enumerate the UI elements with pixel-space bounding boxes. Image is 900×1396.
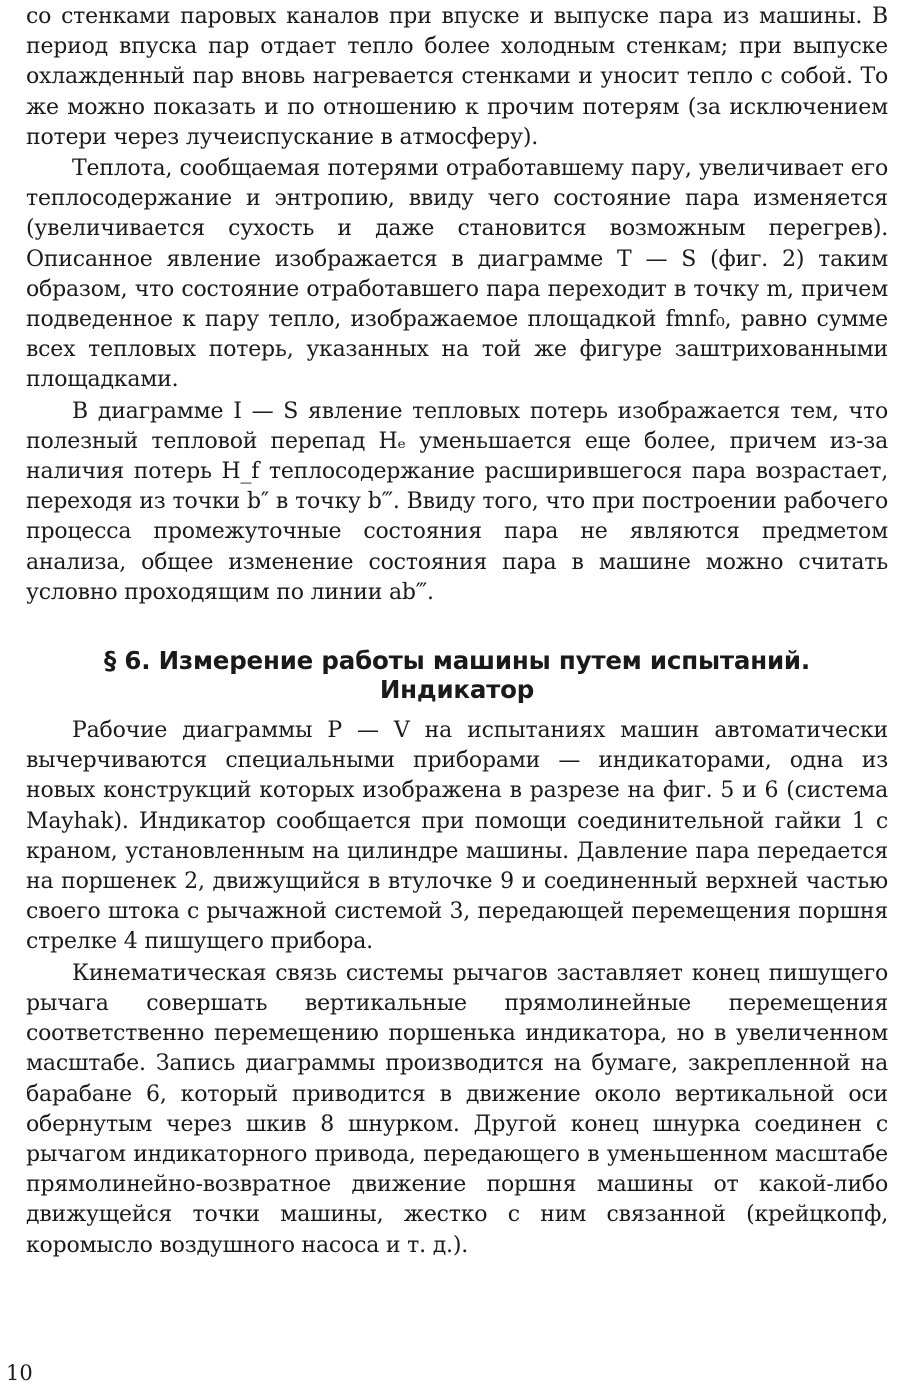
section-heading — [26, 646, 888, 704]
section-heading-line-2: Индикатор — [379, 675, 535, 705]
paragraph-5: Кинематическая связь системы рычагов заставляет конец пишущего рычага совершать вертикальные прямолинейные перемещения соответственно перемещению поршенька индикатора, но в увеличенном масштабе. Запись диаграммы производится на бумаге, закрепленной на барабане 6, который приводится в движение около вертикальной оси обернутым через шкив 8 шнурком. Другой конец шнурка соединен с рычагом индикаторного привода, передающего в уменьшенном масштабе прямолинейно-возвратное движение поршня машины от какой-либо движущейся точки машины, жестко с ним связанной (крейцкопф, коромысло воздушного насоса и т. д.). — [26, 960, 888, 1258]
paragraph-2: Теплота, сообщаемая потерями отработавшему пару, увеличивает его теплосодержание и энтропию, ввиду чего состояние пара изменяется (увеличивается сухость и даже становится возможным перегрев). Описанное явление изображается в диаграмме T — S (фиг. 2) таким образом, что состояние отработавшего пара переходит в точку m, причем подведенное к пару тепло, изображаемое площадкой fmnf₀, равно сумме всех тепловых потерь, указанных на той же фигуре заштрихованными площадками. — [26, 156, 888, 393]
paragraph-3: В диаграмме I — S явление тепловых потерь изображается тем, что полезный тепловой перепад Hₑ уменьшается еще более, причем из-за наличия потерь H_f теплосодержание расширившегося пара возрастает, переходя из точки b″ в точку b‴. Ввиду того, что при построении рабочего процесса промежуточные состояния пара не являются предметом анализа, общее изменение состояния пара в машине можно считать условно проходящим по линии ab‴. — [26, 398, 888, 605]
paragraph-4: Рабочие диаграммы P — V на испытаниях машин автоматически вычерчиваются специальными приборами — индикаторами, одна из новых конструкций которых изображена в разрезе на фиг. 5 и 6 (система Mayhak). Индикатор сообщается при помощи соединительной гайки 1 с краном, установленным на цилиндре машины. Давление пара передается на поршенек 2, движущийся в втулочке 9 и соединенный верхней частью своего штока с рычажной системой 3, передающей перемещения поршня стрелке 4 пишущего прибора. — [26, 718, 888, 955]
section-heading-line-1: § 6. Измерение работы машины путем испытаний. — [103, 646, 811, 676]
paragraph-1: со стенками паровых каналов при впуске и выпуске пара из машины. В период впуска пар отдает тепло более холодным стенкам; при выпуске охлажденный пар вновь нагревается стенками и уносит тепло с собой. То же можно показать и по отношению к прочим потерям (за исключением потери через лучеиспускание в атмосферу). — [26, 4, 888, 150]
page-body — [26, 2, 888, 1261]
page-number: 10 — [6, 1361, 33, 1385]
